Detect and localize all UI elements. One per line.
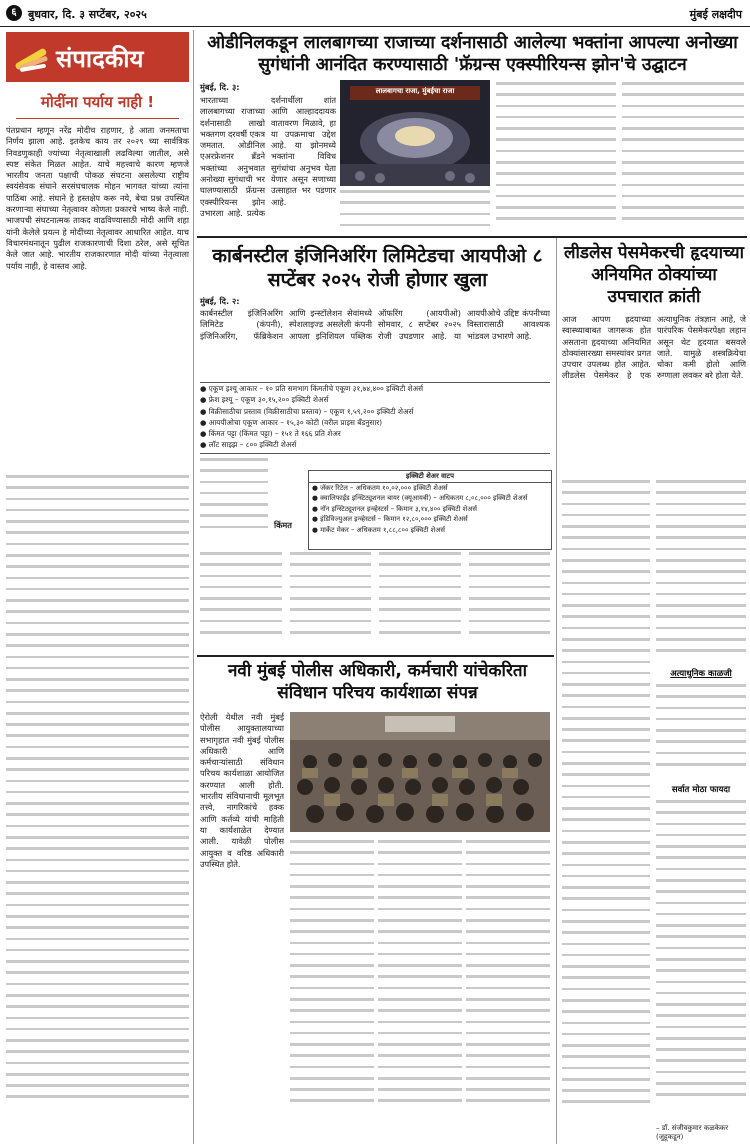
police-col4-lines xyxy=(466,840,550,1130)
pacemaker-signoff: – डॉ. संजीवकुमार कळकेकर (जुहूकडून) xyxy=(656,1124,729,1141)
lalbaug-photo xyxy=(340,80,490,186)
police-photo-alt xyxy=(290,712,291,713)
allocation-row: ● नॉन इन्स्टिट्यूशनल इन्व्हेस्टर्स – किमान ३,१४,४०० इक्विटी शेअर्स xyxy=(312,504,478,513)
top-article-col3-lines xyxy=(340,190,490,235)
pacemaker-body: आज आपण ह्रदयाच्या स्वास्थ्याबाबत जागरूक होत असताना हृदयाच्या अनियमित ठोक्यांसारख्या समस्यांवर प्रगत उपचार उपलब्ध होत आहेत. लीडलेस पेसमेकर हे एक अत्याधुनिक तंत्रज्ञान आहे, जे पारंपरिक पेसमेकरपेक्षा लहान असून थेट हृदयात बसवले जाते. यामुळे शस्त्रक्रियेचा धोका कमी होतो आणि रुग्णाला लवकर बरे होता येते. xyxy=(562,314,746,381)
ipo-fact: ● किंमत पट्टा (किंमत पट्टा) – १५१ ते १६६ प्रति शेअर xyxy=(200,429,341,439)
ipo-price-label: किंमत xyxy=(274,520,292,530)
editorial-body: पंतप्रधान म्हणून नरेंद्र मोदीच राहणार, हे आता जनमताचा निर्णय झाला आहे. इतकेच काय तर २०२९ च्या सार्वत्रिक निवडणुकाही ज्यांच्या नेतृत्वाखाली लढविल्या जातील, असे स्पष्ट संकेत मिळत आहेत. याचे महत्त्वाचे कारण म्हणजे भारतीय जनता पक्षाची पोकळ संघटना असलेल्या राष्ट्रीय स्वयंसेवक संघाने सरसंघचालक मोहन भागवत यांच्या त्यांना पाठिंबा आहे. संघाने हे हस्तक्षेप करू नये, बेचा प्रश्न उपस्थित करणाऱ्या संघाच्या नेतृत्वावर कोणता प्रकारचे भाष्य केले नाही. भाजपची संघटनात्मक ताकद वाढविण्यासाठी मोदी आणि शहा यांनी केलेले प्रयत्न हे मोदींच्या नेतृत्वावर आधारित आहेत. याच विचारमंथनातून पुढील राजकारणाची दिशा ठरेल, असे सूचित केले जात आहे. भारतीय राजकारणात मोदी यांच्या नेतृत्वाला पर्याय नाही, हे वास्तव आहे. xyxy=(6,125,189,271)
ipo-fact: ● आयपीओचा एकूण आकार – १५,३० कोटी (वरील प्राइस बँडनुसार) xyxy=(200,417,383,427)
top-article-col4-lines xyxy=(496,82,616,232)
pen-icon xyxy=(10,37,54,77)
allocation-row: ● जॅकर रिटेल – अधिकतम १०,०२,००० इक्विटी शेअर्स xyxy=(312,483,448,492)
allocation-row: ● मार्केट मेकर – अधिकतम १,८८,८०० इक्विटी शेअर्स xyxy=(312,525,445,534)
ipo-body: कार्बनस्टील इंजिनिअरिंग लिमिटेड (कंपनी), इंजिनिअरिंग, फॅब्रिकेशन आणि इन्स्टॉलेशन सेवांमध्ये स्पेशलाइज्ड असलेली कंपनी आपला इनिशियल पब्लिक ऑफरिंग (आयपीओ) सोमवार, ८ सप्टेंबर २०२५ रोजी उघडणार आहे. या आयपीओचे उद्दिष्ट कंपनीच्या विस्तारासाठी आवश्यक भांडवल उभारणे आहे. xyxy=(200,308,550,341)
ipo-article-rule xyxy=(197,655,554,657)
police-workshop-graphic xyxy=(290,712,550,832)
police-col2-lines xyxy=(290,840,374,1130)
ipo-headline: कार्बनस्टील इंजिनिअरिंग लिमिटेडचा आयपीओ ८ सप्टेंबर २०२५ रोजी होणार खुला xyxy=(212,245,543,291)
pacemaker-subhead: अत्याधुनिक काळजी xyxy=(670,669,732,679)
top-article-rule xyxy=(197,236,747,238)
allocation-row: ● क्वालिफाईड इन्स्टिट्यूशनल बायर (क्यूआयबी) – अधिकतम ८,०८,००० इक्विटी शेअर्स xyxy=(312,494,528,503)
top-article-body: भारताच्या लालबागच्या राजाच्या दर्शनासाठी लाखो भक्तगण दरवर्षी एकत्र जमतात. ओडीनिल एअरफ्रेशनर ब्रँडने भक्तांच्या अनुभवात अनोख्या सुगंधाची भर घालण्यासाठी फ्रॅग्रन्स एक्स्पीरियन्स झोन उभारला आहे. प्रत्येक दर्शनार्थीला शांत आणि आल्हाददायक वातावरण मिळावे, हा या उपक्रमाचा उद्देश आहे. या झोनमध्ये भक्तांना विविध सुगंधांचा अनुभव घेता येणार असून सणाच्या उत्साहात भर पडणार आहे. xyxy=(200,95,336,218)
ipo-fact: ● फ्रेश इश्यू – एकूण ३०,१५,२०० इक्विटी शेअर्स xyxy=(200,395,329,405)
paper-name: मुंबई लक्षदीप xyxy=(689,8,742,21)
pacemaker-col2-lines-c xyxy=(656,800,746,1125)
ipo-fact: ● लॉट साइझ – ८०० इक्विटी शेअर्स xyxy=(200,440,297,450)
ipo-fact: ● विक्रीसाठीचा प्रस्ताव (विक्रीसाठीचा प्रस्ताव) – एकूण १,५९,२०० इक्विटी शेअर्स xyxy=(200,406,414,416)
ipo-facts-box xyxy=(200,382,550,454)
editorial-column xyxy=(6,32,189,1144)
ipo-fact: ● एकूण इश्यू आकार – १० प्रति समभाग किंमतीचे एकूण ३१,७४,४०० इक्विटी शेअर्स xyxy=(200,384,424,393)
top-article-col5-lines xyxy=(622,82,744,232)
column-divider xyxy=(193,30,194,1144)
issue-date: बुधवार, दि. ३ सप्टेंबर, २०२५ xyxy=(28,8,147,21)
top-article-dateline xyxy=(200,82,266,93)
page-header xyxy=(0,0,750,27)
editorial-title: मोदींना पर्याय नाही ! xyxy=(40,93,155,111)
ipo-dateline xyxy=(200,296,266,307)
ipo-allocation-table xyxy=(308,470,552,550)
pacemaker-headline: लीडलेस पेसमेकरची हृदयाच्या अनियमित ठोक्यांच्या उपचारात क्रांती xyxy=(563,243,745,307)
top-dateline-text: मुंबई, दि. ३: xyxy=(200,82,240,92)
lalbaug-photo-caption: लालबागचा राजा, मुंबईचा राजा xyxy=(375,87,455,95)
page-number: ६ xyxy=(6,5,22,21)
ipo-dateline-text: मुंबई, दि. २: xyxy=(200,296,240,306)
pacemaker-subhead-2: सर्वात मोठा फायदा xyxy=(671,785,731,795)
ipo-bottom-lines xyxy=(200,552,550,652)
allocation-row: ● इंडिविज्युअल इन्व्हेस्टर्स – किमान १२,८०,००० इक्विटी शेअर्स xyxy=(312,515,468,524)
pacemaker-col1-lines xyxy=(562,480,650,1130)
editorial-banner-text: संपादकीय xyxy=(56,45,144,73)
top-headline: ओडीनिलकडून लालबागच्या राजाच्या दर्शनासाठी आलेल्या भक्तांना आपल्या अनोख्या सुगंधांनी आनंदित करण्यासाठी 'फ्रॅग्रन्स एक्स्पीरियन्स झोन'चे उद्घाटन xyxy=(207,33,738,75)
pacemaker-col2-lines-a xyxy=(656,480,746,665)
police-headline: नवी मुंबई पोलीस अधिकारी, कर्मचारी यांचेकरिता संविधान परिचय कार्यशाळा संपन्न xyxy=(227,661,528,703)
ipo-allocation-title: इक्विटी शेअर वाटप xyxy=(309,471,551,483)
pacemaker-col2-lines-b xyxy=(656,684,746,780)
police-col3-lines xyxy=(378,840,462,1130)
police-body: ऐरोली येथील नवी मुंबई पोलीस आयुक्तालयाच्या सभागृहात नवी मुंबई पोलीस अधिकारी आणि कर्मचाऱ्यांसाठी संविधान परिचय कार्यशाळा आयोजित करण्यात आली होती. भारतीय संविधानाची मूलभूत तत्त्वे, नागरिकांचे हक्क आणि कर्तव्ये यांची माहिती या कार्यशाळेत देण्यात आली. यावेळी पोलीस आयुक्त व वरिष्ठ अधिकारी उपस्थित होते. xyxy=(200,712,284,869)
editorial-text-lines xyxy=(6,475,189,1115)
ipo-col1-lines xyxy=(200,458,268,546)
police-workshop-photo xyxy=(290,712,550,832)
editorial-banner xyxy=(6,32,189,82)
right-column-divider xyxy=(556,238,557,1144)
